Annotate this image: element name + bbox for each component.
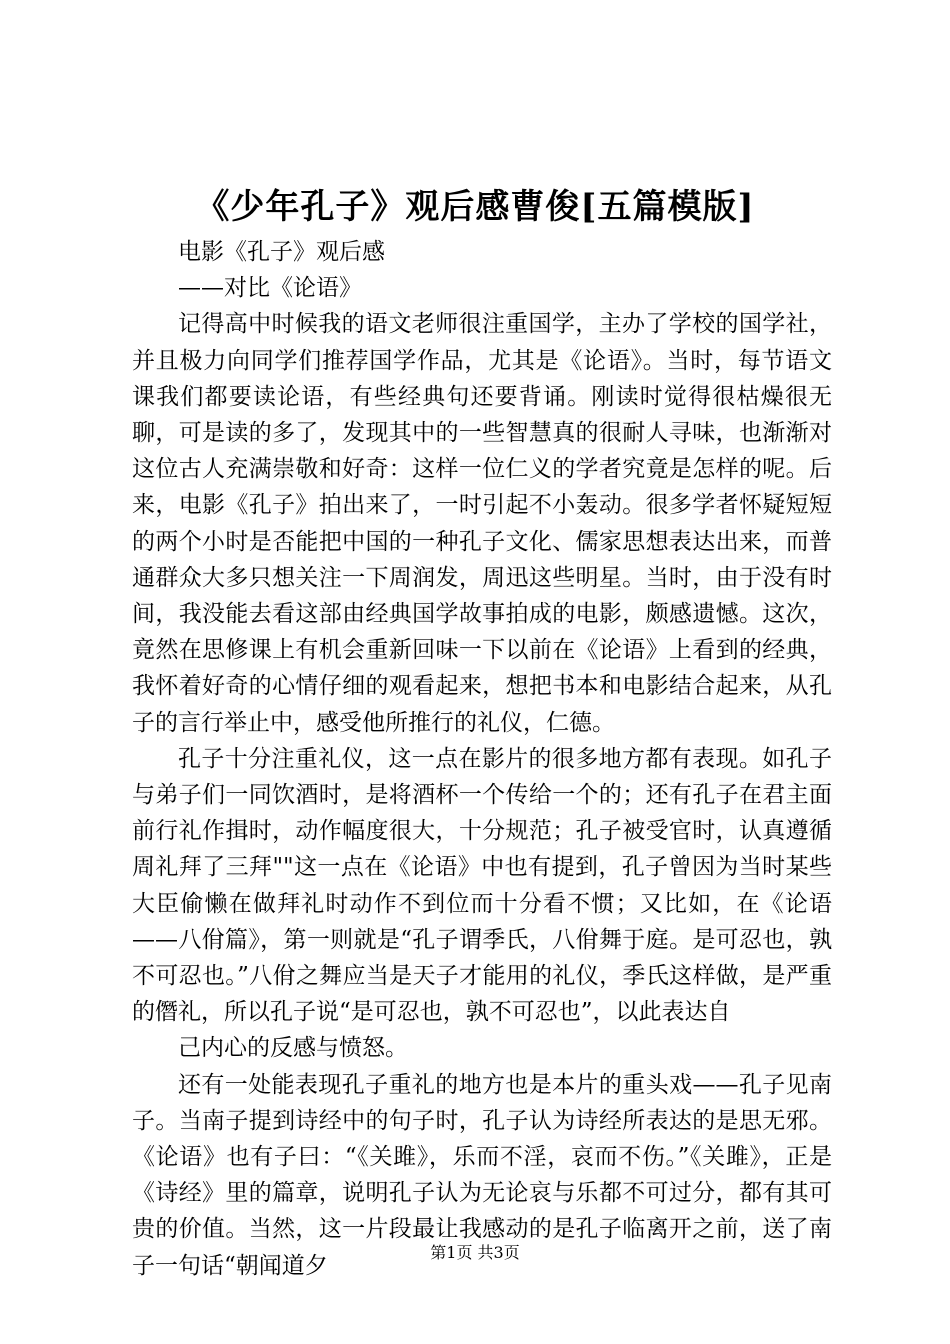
document-body [132,234,832,1284]
document-title: 《少年孔子》观后感曹俊[五篇模版] [195,187,755,227]
body-paragraph: 孔子十分注重礼仪，这一点在影片的很多地方都有表现。如孔子与弟子们一同饮酒时，是将酒杯一个传给一个的；还有孔子在君主面前行礼作揖时，动作幅度很大，十分规范；孔子被受官时，认真遵循周礼拜了三拜""这一点在《论语》中也有提到，孔子曾因为当时某些大臣偷懒在做拜礼时动作不到位而十分看不惯；又比如，在《论语——八佾篇》，第一则就是“孔子谓季氏，八佾舞于庭。是可忍也，孰不可忍也。”八佾之舞应当是天子才能用的礼仪，季氏这样做，是严重的僭礼，所以孔子说“是可忍也，孰不可忍也”，以此表达自 [132,745,832,1026]
body-paragraph: 己内心的反感与愤怒。 [178,1035,408,1062]
section-subheading: ——对比《论语》 [178,275,362,302]
page-number: 第1页 共3页 [430,1243,520,1262]
body-paragraph: 记得高中时候我的语文老师很注重国学，主办了学校的国学社，并且极力向同学们推荐国学作品，尤其是《论语》。当时，每节语文课我们都要读论语，有些经典句还要背诵。刚读时觉得很枯燥很无聊，可是读的多了，发现其中的一些智慧真的很耐人寻味，也渐渐对这位古人充满崇敬和好奇：这样一位仁义的学者究竟是怎样的呢。后来，电影《孔子》拍出来了，一时引起不小轰动。很多学者怀疑短短的两个小时是否能把中国的一种孔子文化、儒家思想表达出来，而普通群众大多只想关注一下周润发，周迅这些明星。当时，由于没有时间，我没能去看这部由经典国学故事拍成的电影，颇感遗憾。这次，竟然在思修课上有机会重新回味一下以前在《论语》上看到的经典，我怀着好奇的心情仔细的观看起来，想把书本和电影结合起来，从孔子的言行举止中，感受他所推行的礼仪，仁德。 [132,311,832,736]
body-paragraph: 还有一处能表现孔子重礼的地方也是本片的重头戏——孔子见南子。当南子提到诗经中的句子时，孔子认为诗经所表达的是思无邪。《论语》也有子曰：“《关雎》，乐而不淫，哀而不伤。”《关雎》，正是《诗经》里的篇章，说明孔子认为无论哀与乐都不可过分，都有其可贵的价值。当然，这一片段最让我感动的是孔子临离开之前，送了南子一句话“朝闻道夕 [132,1071,832,1279]
section-heading: 电影《孔子》观后感 [178,239,385,265]
